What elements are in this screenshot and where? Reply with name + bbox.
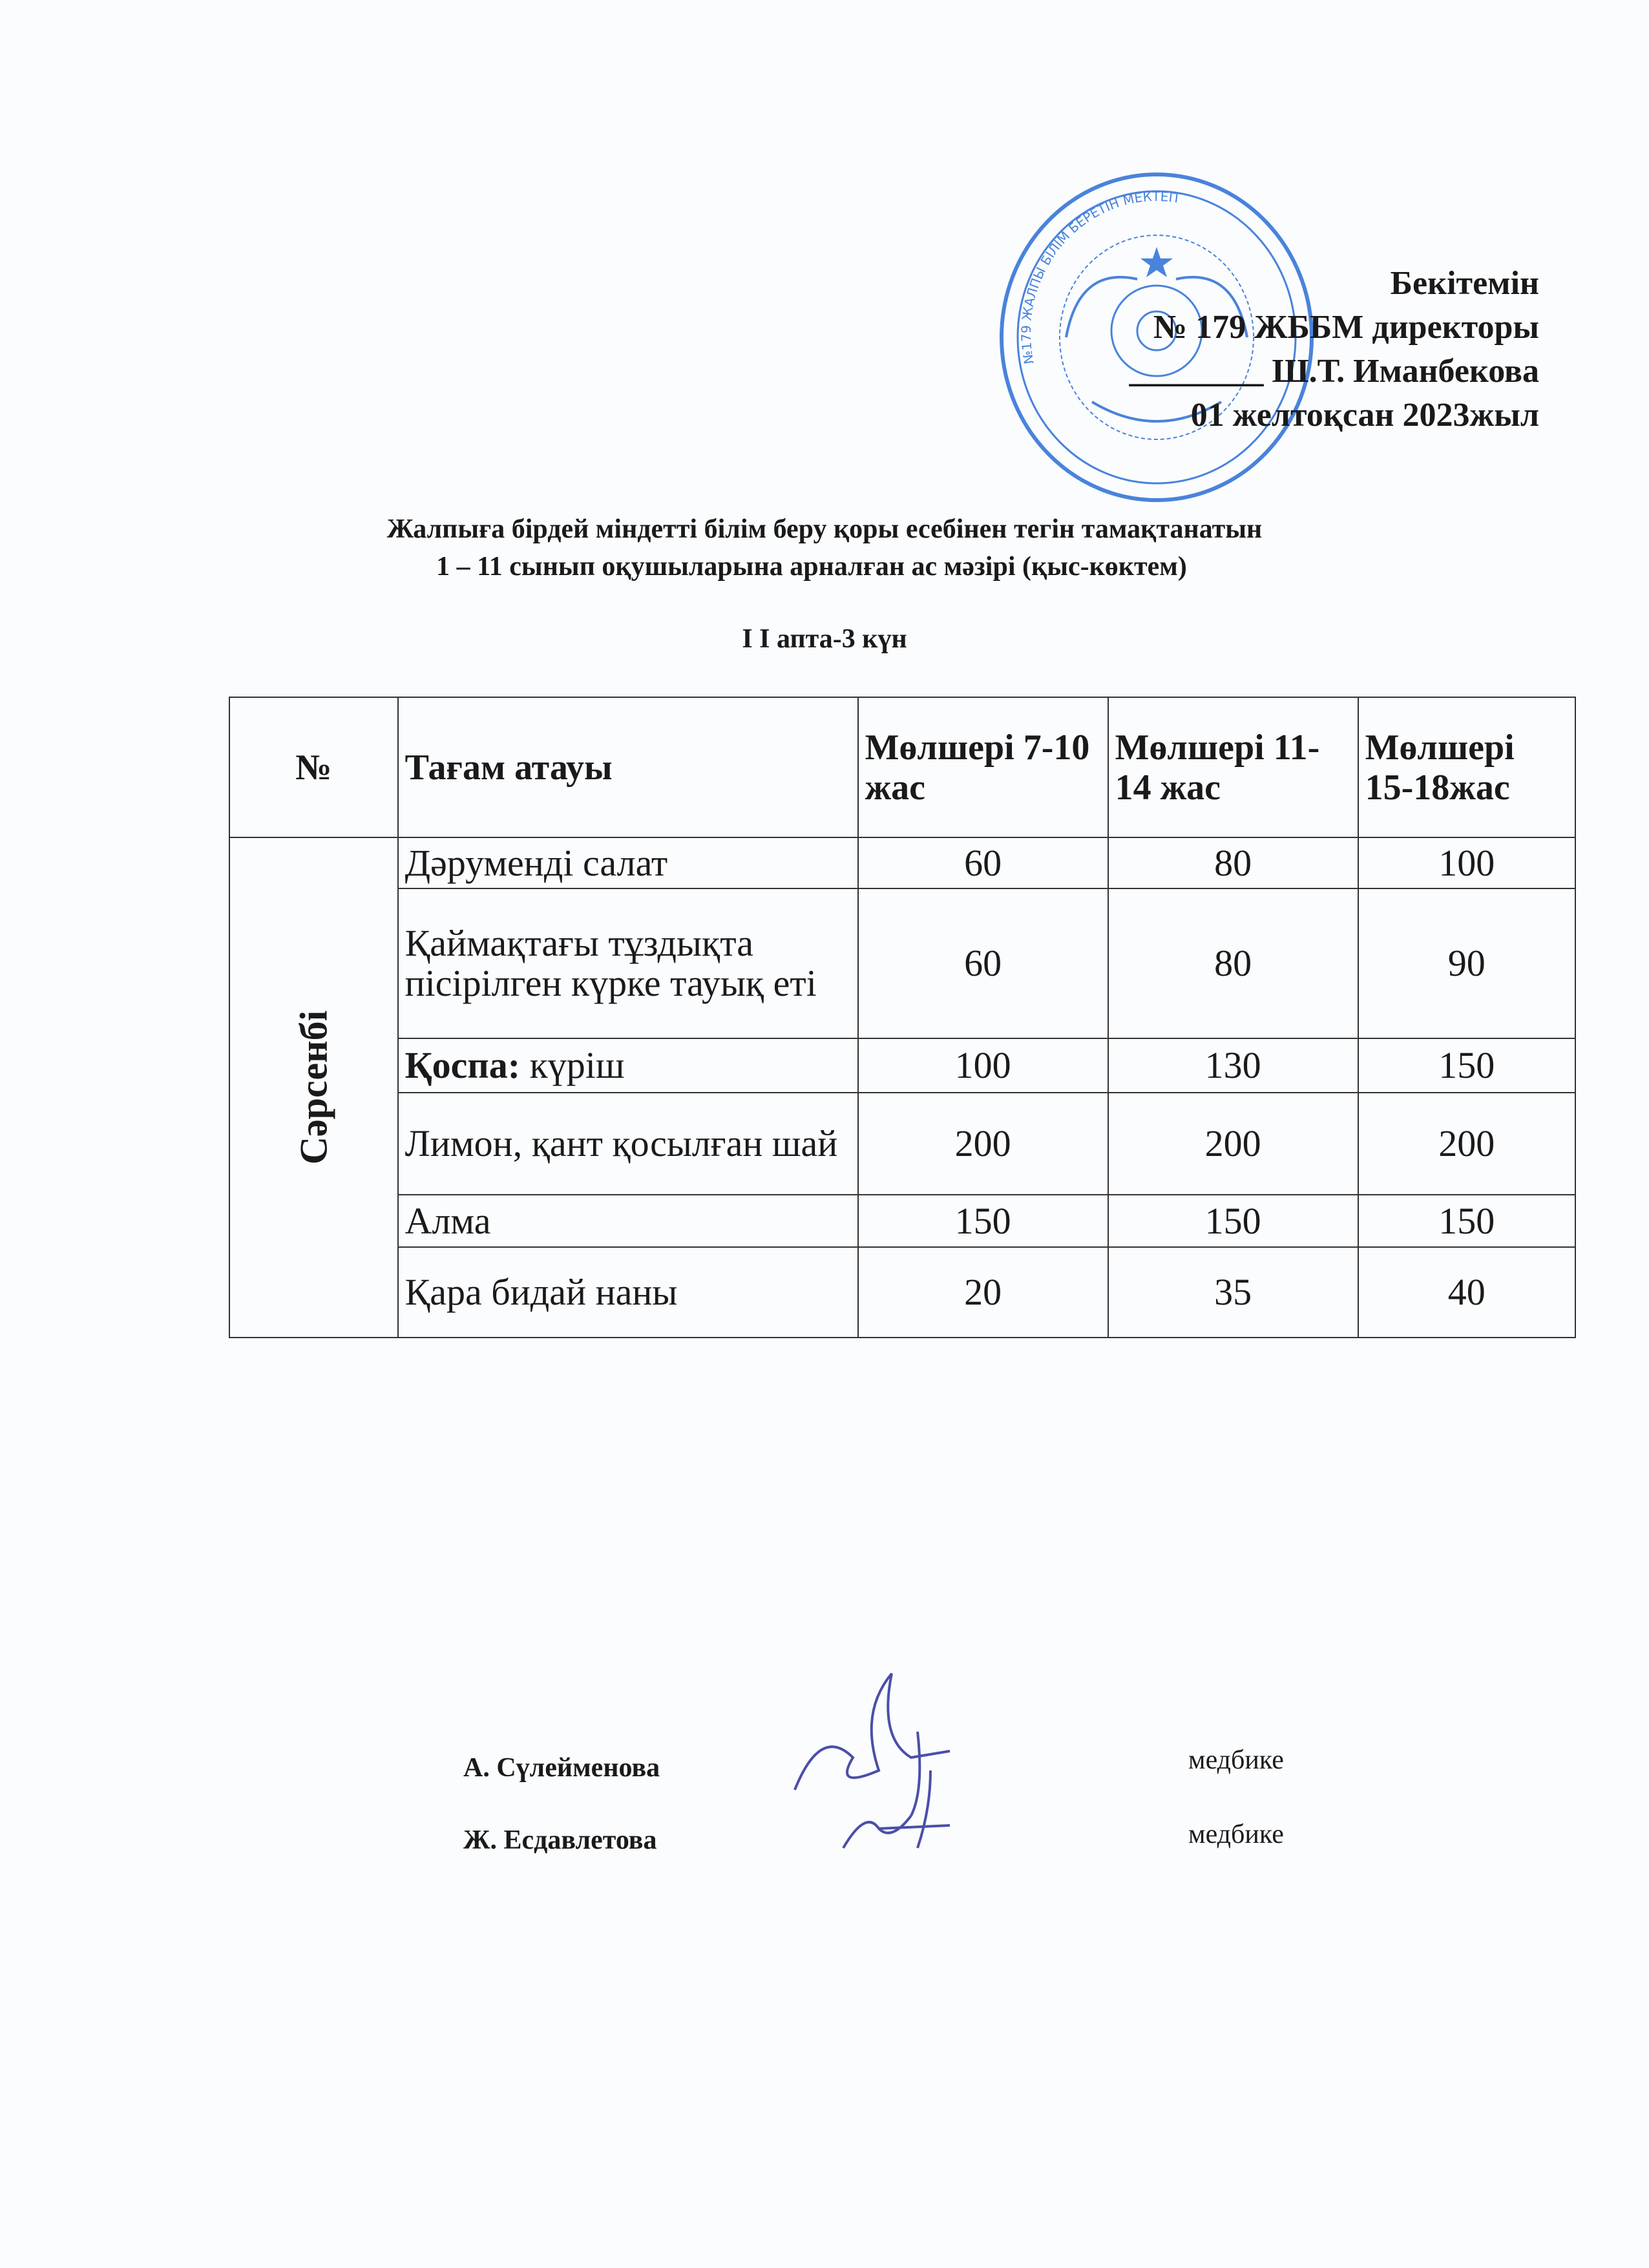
dish-name: Лимон, қант қосылған шай xyxy=(398,1093,858,1195)
portion-11-14: 130 xyxy=(1108,1038,1358,1093)
dish-name: Қаймақтағы тұздықта пісірілген күрке тауық еті xyxy=(398,888,858,1038)
dish-name: Дәруменді салат xyxy=(398,837,858,888)
week-day-label: I I апта-3 күн xyxy=(742,624,907,654)
day-cell xyxy=(229,837,398,1338)
approval-date: 01 желтоқсан 2023жыл xyxy=(1190,397,1539,434)
portion-11-14: 35 xyxy=(1108,1247,1358,1338)
portion-7-10: 100 xyxy=(858,1038,1108,1093)
title-line-1: Жалпыға бірдей міндетті білім беру қоры есебінен тегін тамақтанатын xyxy=(386,514,1263,544)
header-dish: Тағам атауы xyxy=(398,697,858,837)
dish-name-text: күріш xyxy=(520,1044,625,1086)
portion-7-10: 150 xyxy=(858,1195,1108,1247)
portion-7-10: 20 xyxy=(858,1247,1108,1338)
table-row xyxy=(229,1038,1575,1093)
portion-11-14: 150 xyxy=(1108,1195,1358,1247)
signatory-name-1: А. Сүлейменова xyxy=(463,1753,660,1783)
header-number: № xyxy=(229,697,398,837)
signatory-role-2: медбике xyxy=(1188,1820,1284,1849)
table-row xyxy=(229,1247,1575,1338)
document-title xyxy=(0,510,1649,585)
day-label: Сәрсенбі xyxy=(292,1010,335,1164)
portion-15-18: 200 xyxy=(1358,1093,1575,1195)
header-age-15-18: Мөлшері 15-18жас xyxy=(1358,697,1575,837)
approval-block xyxy=(1129,262,1539,437)
portion-7-10: 60 xyxy=(858,837,1108,888)
dish-name: Қара бидай наны xyxy=(398,1247,858,1338)
portion-11-14: 80 xyxy=(1108,888,1358,1038)
portion-7-10: 60 xyxy=(858,888,1108,1038)
table-row xyxy=(229,837,1575,888)
portion-15-18: 40 xyxy=(1358,1247,1575,1338)
title-line-2: 1 – 11 сынып оқушыларына арналған ас мәзірі (қыс-көктем) xyxy=(436,552,1187,582)
portion-11-14: 80 xyxy=(1108,837,1358,888)
approval-heading: Бекітемін xyxy=(1390,265,1539,302)
portion-15-18: 90 xyxy=(1358,888,1575,1038)
signatory-role-1: медбике xyxy=(1188,1745,1284,1775)
portion-7-10: 200 xyxy=(858,1093,1108,1195)
approval-director: ________ Ш.Т. Иманбекова xyxy=(1129,353,1539,390)
portion-15-18: 100 xyxy=(1358,837,1575,888)
header-age-7-10: Мөлшері 7-10 жас xyxy=(858,697,1108,837)
table-header-row xyxy=(229,697,1575,837)
header-age-11-14: Мөлшері 11-14 жас xyxy=(1108,697,1358,837)
table-row xyxy=(229,1093,1575,1195)
dish-name: Алма xyxy=(398,1195,858,1247)
signatory-name-2: Ж. Есдавлетова xyxy=(463,1825,657,1855)
menu-table xyxy=(229,697,1576,1338)
handwritten-signatures xyxy=(782,1661,989,1854)
svg-text:№179 ЖАЛПЫ БІЛІМ БЕРЕТІН МЕКТЕ: №179 ЖАЛПЫ БІЛІМ БЕРЕТІН МЕКТЕП xyxy=(1018,188,1180,366)
table-row xyxy=(229,1195,1575,1247)
dish-name xyxy=(398,1038,858,1093)
portion-15-18: 150 xyxy=(1358,1038,1575,1093)
table-row xyxy=(229,888,1575,1038)
approval-position: № 179 ЖББМ директоры xyxy=(1153,309,1539,346)
portion-11-14: 200 xyxy=(1108,1093,1358,1195)
portion-15-18: 150 xyxy=(1358,1195,1575,1247)
dish-prefix: Қоспа: xyxy=(404,1044,521,1086)
